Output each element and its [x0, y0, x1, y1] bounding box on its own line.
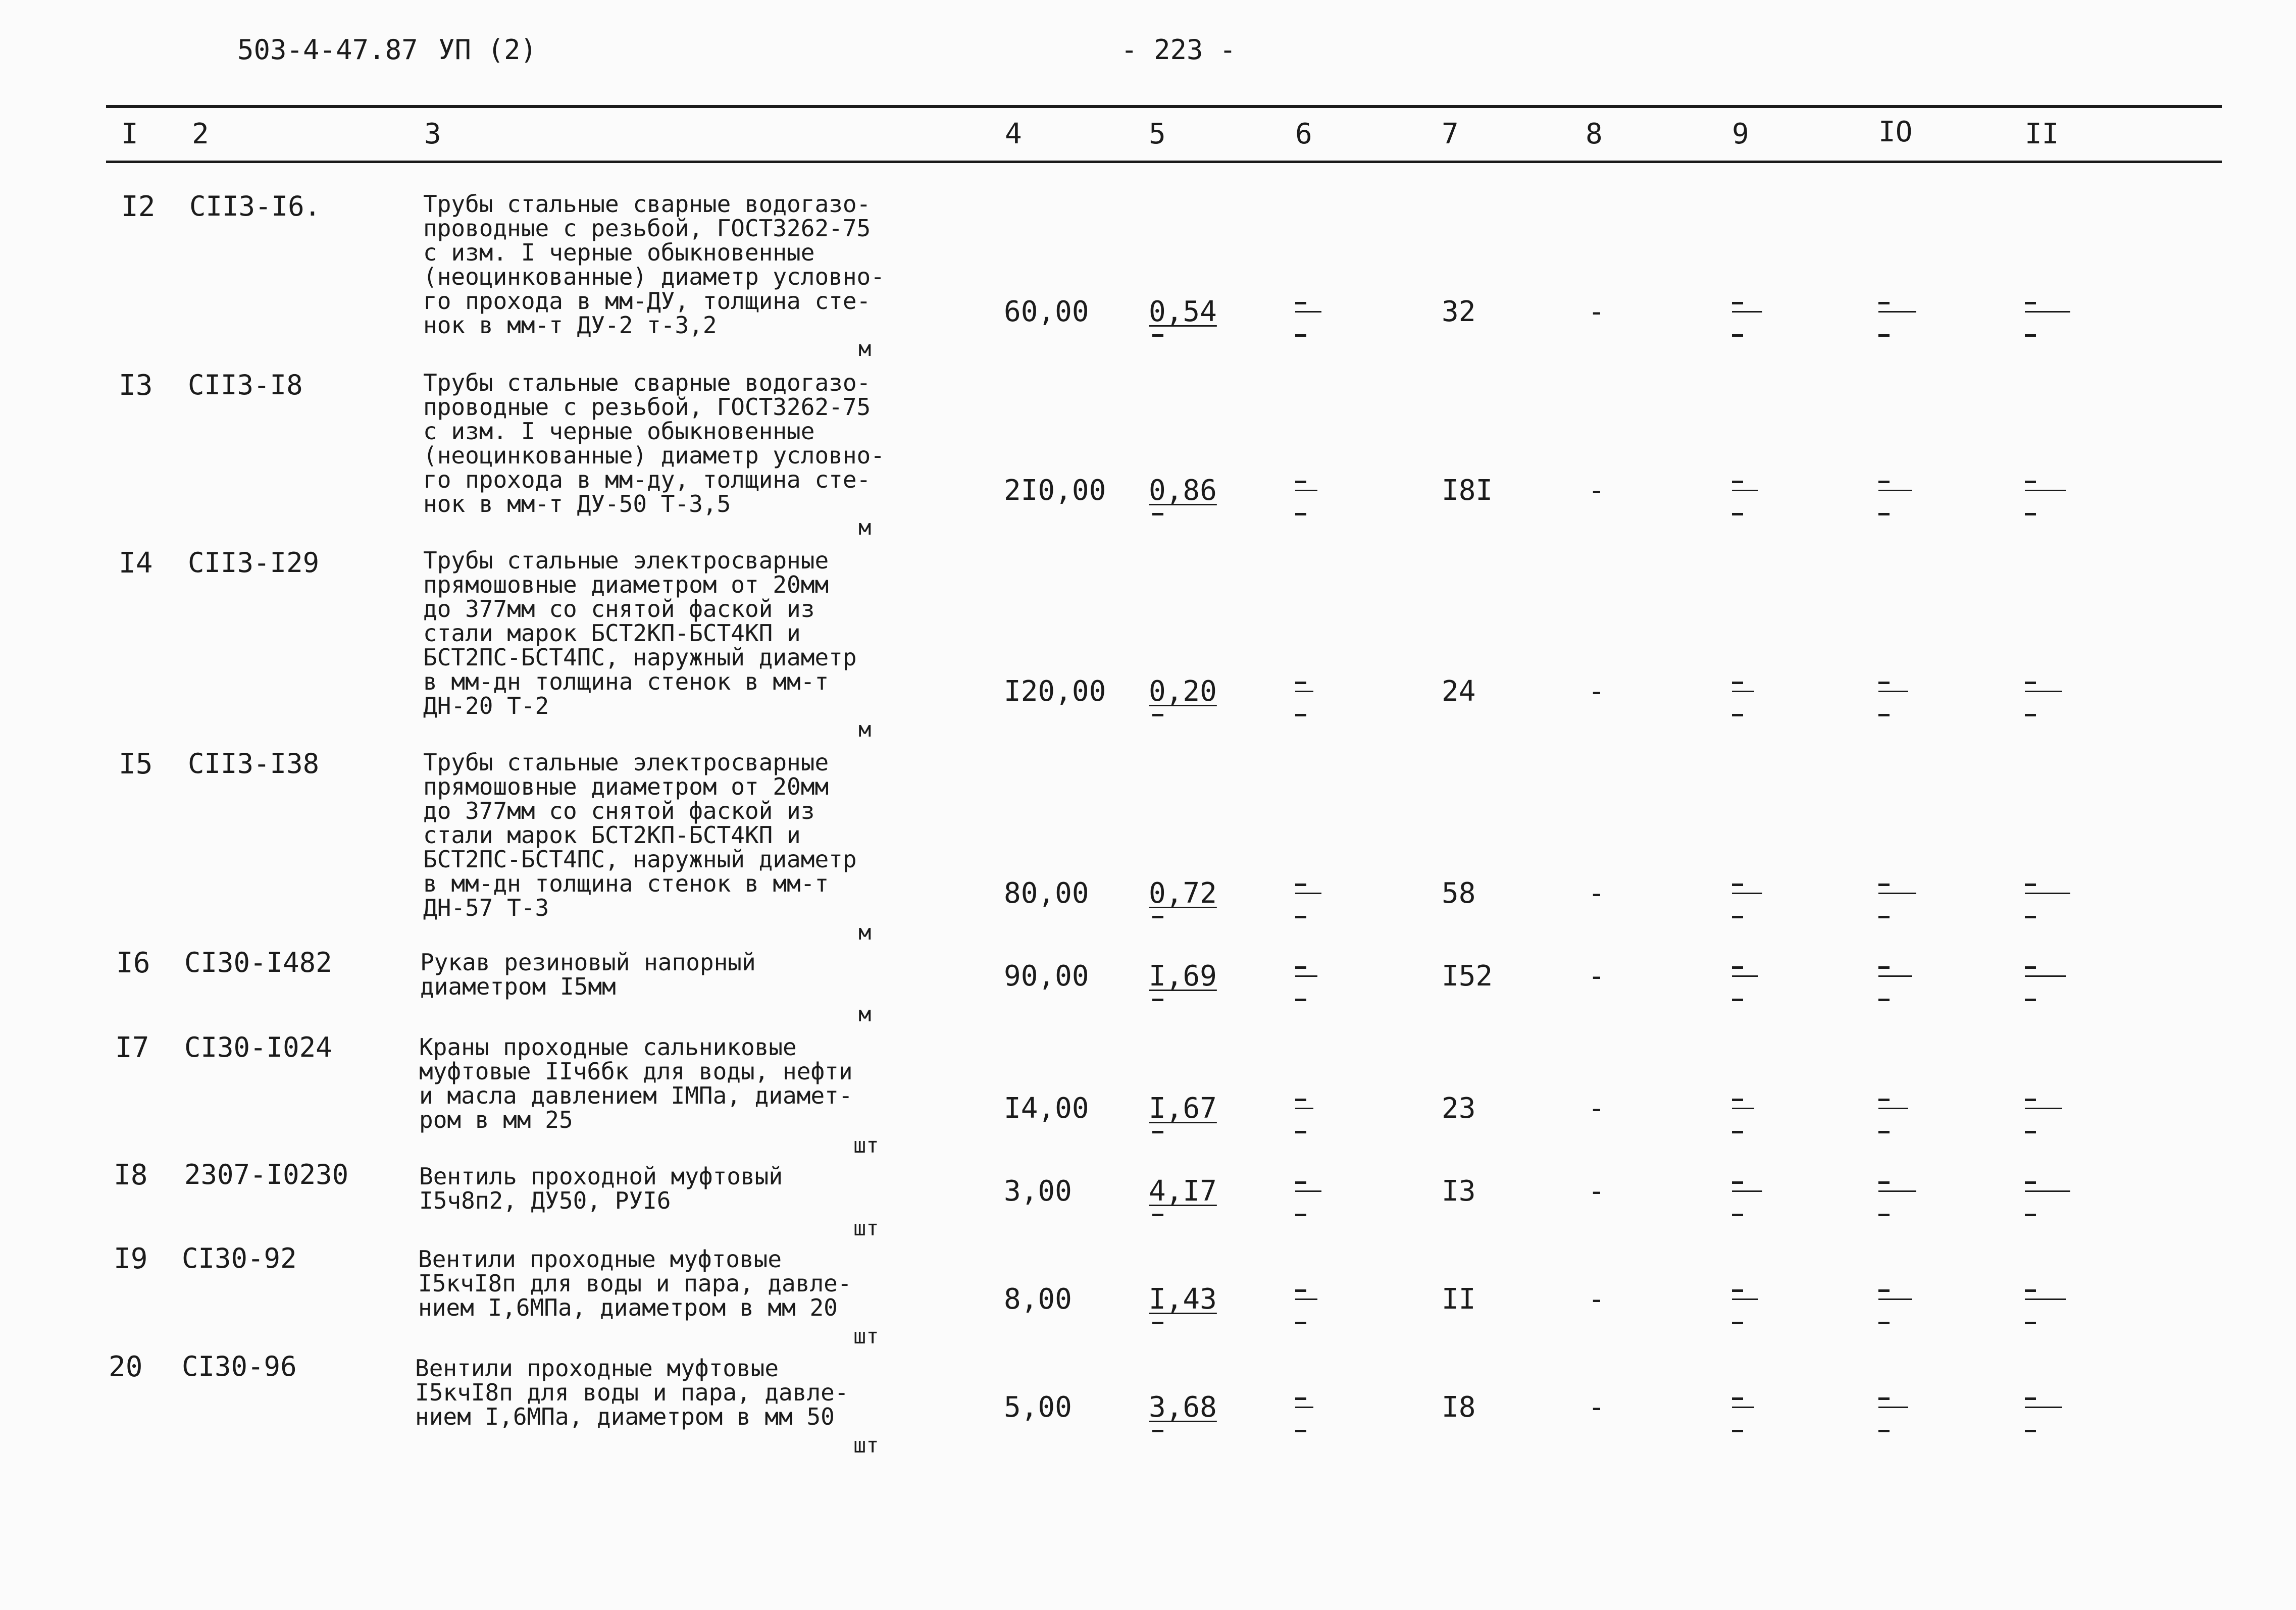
empty-value-stroke — [1295, 893, 1321, 894]
column-header-9: 9 — [1732, 118, 1749, 150]
empty-value-dash — [1878, 334, 1890, 337]
price-denominator-dash — [1152, 513, 1163, 515]
empty-value-dash — [1732, 513, 1743, 515]
empty-value-stroke — [2025, 691, 2062, 692]
resource-code: CI30-I482 — [184, 947, 332, 978]
empty-value-dash — [2025, 714, 2036, 716]
empty-value-dash — [1732, 966, 1743, 969]
empty-value-dash — [2025, 1322, 2036, 1324]
unit-price: 3,68 — [1149, 1391, 1217, 1424]
empty-value-dash — [1295, 1099, 1306, 1101]
empty-value-stroke — [1732, 691, 1754, 692]
empty-value-dash — [2025, 1131, 2036, 1133]
item-description: Трубы стальные электросварные прямошовные диаметром от 20мм до 377мм со снятой фаской из стали марок БСТ2КП-БСТ4КП и БСТ2ПС-БСТ4ПС, наружный диаметр в мм-дн толщина стенок в мм-т ДН-20 Т-2 — [423, 547, 857, 719]
column-8-value: - — [1588, 1175, 1605, 1208]
empty-value-dash — [2025, 481, 2036, 483]
empty-value-dash — [1732, 481, 1743, 483]
empty-value-dash — [2025, 966, 2036, 969]
empty-value-dash — [1878, 884, 1890, 886]
item-description: Трубы стальные сварные водогазо- проводные с резьбой, ГОСТ3262-75 с изм. I черные обыкновенные (неоцинкованные) диаметр условно- го прохода в мм-ДУ, толщина сте- нок в мм-т ДУ-2 т-3,2 — [423, 190, 885, 339]
resource-code: CII3-I6. — [189, 190, 321, 222]
quantity: 90,00 — [1004, 960, 1089, 993]
empty-value-stroke — [2025, 1108, 2062, 1109]
row-number: I4 — [119, 547, 153, 580]
item-description: Трубы стальные сварные водогазо- проводные с резьбой, ГОСТ3262-75 с изм. I черные обыкновенные (неоцинкованные) диаметр условно- го прохода в мм-ду, толщина сте- нок в мм-т ДУ-50 Т-3,5 — [423, 369, 885, 517]
column-header-4: 4 — [1005, 118, 1022, 150]
column-header-8: 8 — [1586, 118, 1603, 150]
empty-value-dash — [1732, 1099, 1743, 1101]
column-header-6: 6 — [1295, 118, 1312, 150]
resource-code: 2307-I0230 — [184, 1159, 349, 1190]
empty-value-stroke — [2025, 1190, 2070, 1192]
column-7-value: I3 — [1442, 1175, 1476, 1208]
empty-value-stroke — [1732, 311, 1762, 313]
empty-value-stroke — [1878, 1108, 1908, 1109]
empty-value-stroke — [1295, 1108, 1313, 1109]
empty-value-dash — [1878, 1322, 1890, 1324]
empty-value-dash — [1732, 1131, 1743, 1133]
resource-code: CII3-I29 — [188, 547, 320, 579]
column-7-value: I8 — [1442, 1391, 1476, 1424]
empty-value-dash — [1295, 1289, 1306, 1292]
item-description: Трубы стальные электросварные прямошовные диаметром от 20мм до 377мм со снятой фаской из стали марок БСТ2КП-БСТ4КП и БСТ2ПС-БСТ4ПС, наружный диаметр в мм-дн толщина стенок в мм-т ДН-57 Т-3 — [423, 749, 857, 921]
empty-value-dash — [1878, 1131, 1890, 1133]
unit-of-measure: шт — [853, 1133, 879, 1158]
empty-value-dash — [2025, 1214, 2036, 1216]
empty-value-dash — [1295, 999, 1306, 1001]
price-denominator-dash — [1152, 334, 1163, 337]
empty-value-dash — [1732, 302, 1743, 304]
empty-value-stroke — [1878, 1299, 1912, 1300]
empty-value-dash — [1878, 714, 1890, 716]
unit-price: 0,72 — [1149, 877, 1217, 910]
empty-value-dash — [1878, 916, 1890, 918]
empty-value-dash — [1295, 884, 1306, 886]
column-7-value: I52 — [1442, 960, 1493, 993]
unit-price: I,69 — [1149, 960, 1217, 993]
empty-value-stroke — [2025, 1407, 2062, 1408]
empty-value-stroke — [1732, 975, 1758, 977]
empty-value-stroke — [1732, 1299, 1758, 1300]
row-number: I2 — [121, 190, 156, 223]
album-code: УП (2) — [438, 34, 537, 66]
empty-value-dash — [2025, 302, 2036, 304]
column-header-5: 5 — [1149, 118, 1166, 150]
empty-value-dash — [2025, 999, 2036, 1001]
empty-value-stroke — [1295, 1190, 1321, 1192]
unit-price: 4,I7 — [1149, 1175, 1217, 1208]
empty-value-dash — [1878, 1430, 1890, 1432]
empty-value-dash — [2025, 1397, 2036, 1400]
resource-code: CI30-92 — [182, 1242, 297, 1274]
document-code: 503-4-47.87 — [237, 34, 418, 66]
column-header-2: 2 — [192, 118, 209, 150]
empty-value-stroke — [1878, 691, 1908, 692]
empty-value-dash — [1732, 999, 1743, 1001]
price-denominator-dash — [1152, 1131, 1163, 1133]
price-denominator-dash — [1152, 999, 1163, 1001]
column-7-value: 58 — [1442, 877, 1476, 910]
empty-value-dash — [1732, 884, 1743, 886]
empty-value-dash — [1878, 966, 1890, 969]
empty-value-stroke — [1732, 893, 1762, 894]
quantity: 5,00 — [1004, 1391, 1072, 1424]
table-top-rule — [106, 105, 2222, 108]
empty-value-dash — [1878, 1099, 1890, 1101]
column-header-11: II — [2025, 118, 2059, 150]
empty-value-stroke — [1732, 1190, 1762, 1192]
column-header-7: 7 — [1442, 118, 1459, 150]
empty-value-dash — [1295, 302, 1306, 304]
empty-value-stroke — [2025, 311, 2070, 313]
empty-value-stroke — [1878, 975, 1912, 977]
price-denominator-dash — [1152, 714, 1163, 716]
empty-value-stroke — [1295, 1299, 1317, 1300]
empty-value-dash — [1878, 1181, 1890, 1184]
resource-code: CII3-I38 — [188, 748, 320, 780]
column-8-value: - — [1588, 1391, 1605, 1424]
unit-of-measure: шт — [853, 1433, 879, 1458]
resource-code: CII3-I8 — [188, 369, 303, 401]
empty-value-dash — [1732, 1181, 1743, 1184]
empty-value-dash — [1295, 334, 1306, 337]
empty-value-dash — [1295, 1181, 1306, 1184]
empty-value-dash — [1878, 999, 1890, 1001]
page-number: - 223 - — [1121, 34, 1236, 66]
unit-of-measure: м — [858, 336, 872, 361]
empty-value-dash — [1295, 916, 1306, 918]
empty-value-stroke — [2025, 490, 2066, 491]
empty-value-stroke — [1295, 1407, 1313, 1408]
empty-value-dash — [1732, 714, 1743, 716]
column-7-value: I8I — [1442, 474, 1493, 507]
empty-value-stroke — [1732, 490, 1758, 491]
row-number: I9 — [114, 1242, 148, 1275]
empty-value-dash — [1878, 302, 1890, 304]
column-8-value: - — [1588, 675, 1605, 708]
item-description: Краны проходные сальниковые муфтовые IIч6бк для воды, нефти и масла давлением IМПа, диамет- ром в мм 25 — [419, 1033, 853, 1133]
column-8-value: - — [1588, 1283, 1605, 1316]
row-number: I8 — [114, 1159, 148, 1191]
unit-of-measure: шт — [853, 1324, 879, 1348]
empty-value-dash — [1295, 1430, 1306, 1432]
column-header-3: 3 — [424, 118, 441, 150]
column-7-value: 23 — [1442, 1092, 1476, 1125]
quantity: 80,00 — [1004, 877, 1089, 910]
row-number: I6 — [116, 947, 150, 979]
unit-price: I,67 — [1149, 1092, 1217, 1125]
empty-value-dash — [1878, 1214, 1890, 1216]
empty-value-dash — [1295, 481, 1306, 483]
unit-price: 0,54 — [1149, 295, 1217, 328]
empty-value-dash — [1295, 966, 1306, 969]
unit-of-measure: шт — [853, 1216, 879, 1240]
empty-value-stroke — [1732, 1407, 1754, 1408]
empty-value-dash — [1878, 513, 1890, 515]
price-denominator-dash — [1152, 1430, 1163, 1432]
empty-value-dash — [1732, 1289, 1743, 1292]
empty-value-dash — [1295, 513, 1306, 515]
quantity: 60,00 — [1004, 295, 1089, 328]
empty-value-dash — [1295, 714, 1306, 716]
empty-value-stroke — [1732, 1108, 1754, 1109]
empty-value-stroke — [1295, 311, 1321, 313]
empty-value-dash — [2025, 682, 2036, 684]
quantity: I4,00 — [1004, 1092, 1089, 1125]
row-number: 20 — [109, 1351, 143, 1383]
empty-value-stroke — [1878, 490, 1912, 491]
empty-value-dash — [2025, 1430, 2036, 1432]
column-header-1: I — [121, 118, 138, 150]
resource-code: CI30-96 — [182, 1351, 297, 1382]
unit-price: 0,86 — [1149, 474, 1217, 507]
empty-value-stroke — [1295, 975, 1317, 977]
empty-value-dash — [1878, 1289, 1890, 1292]
empty-value-stroke — [1295, 490, 1317, 491]
empty-value-dash — [2025, 334, 2036, 337]
item-description: Рукав резиновый напорный диаметром I5мм — [420, 949, 756, 1000]
quantity: 2I0,00 — [1004, 474, 1106, 507]
unit-price: 0,20 — [1149, 675, 1217, 708]
row-number: I7 — [115, 1031, 149, 1064]
row-number: I5 — [119, 748, 153, 781]
column-header-10: IO — [1878, 116, 1913, 148]
empty-value-dash — [1732, 1322, 1743, 1324]
quantity: 3,00 — [1004, 1175, 1072, 1208]
empty-value-dash — [2025, 884, 2036, 886]
empty-value-stroke — [2025, 893, 2070, 894]
price-denominator-dash — [1152, 1322, 1163, 1324]
empty-value-dash — [1295, 682, 1306, 684]
empty-value-dash — [1878, 682, 1890, 684]
empty-value-dash — [1732, 682, 1743, 684]
empty-value-dash — [1295, 1397, 1306, 1400]
empty-value-dash — [1878, 1397, 1890, 1400]
resource-code: CI30-I024 — [184, 1031, 332, 1063]
item-description: Вентиль проходной муфтовый I5ч8п2, ДУ50, РУI6 — [419, 1163, 783, 1214]
empty-value-dash — [1732, 1430, 1743, 1432]
column-7-value: II — [1442, 1283, 1476, 1316]
empty-value-dash — [2025, 1181, 2036, 1184]
empty-value-dash — [2025, 916, 2036, 918]
item-description: Вентили проходные муфтовые I5кчI8п для воды и пара, давле- нием I,6МПа, диаметром в мм 50 — [415, 1355, 849, 1430]
empty-value-stroke — [1878, 893, 1916, 894]
price-denominator-dash — [1152, 1214, 1163, 1216]
unit-of-measure: м — [858, 920, 872, 945]
column-7-value: 24 — [1442, 675, 1476, 708]
empty-value-stroke — [1878, 1407, 1908, 1408]
unit-of-measure: м — [858, 1002, 872, 1026]
empty-value-dash — [1732, 334, 1743, 337]
empty-value-stroke — [1295, 691, 1313, 692]
empty-value-dash — [1295, 1322, 1306, 1324]
empty-value-dash — [2025, 1289, 2036, 1292]
empty-value-stroke — [1878, 1190, 1916, 1192]
quantity: 8,00 — [1004, 1283, 1072, 1316]
empty-value-dash — [1878, 481, 1890, 483]
column-8-value: - — [1588, 1092, 1605, 1125]
column-8-value: - — [1588, 877, 1605, 910]
empty-value-dash — [1732, 1214, 1743, 1216]
unit-of-measure: м — [858, 717, 872, 742]
quantity: I20,00 — [1004, 675, 1106, 708]
empty-value-stroke — [2025, 1299, 2066, 1300]
empty-value-dash — [1732, 1397, 1743, 1400]
empty-value-dash — [2025, 1099, 2036, 1101]
column-8-value: - — [1588, 295, 1605, 328]
unit-of-measure: м — [858, 515, 872, 540]
empty-value-dash — [1295, 1131, 1306, 1133]
empty-value-dash — [2025, 513, 2036, 515]
row-number: I3 — [119, 369, 153, 402]
table-header-rule — [106, 161, 2222, 163]
empty-value-stroke — [2025, 975, 2066, 977]
unit-price: I,43 — [1149, 1283, 1217, 1316]
column-7-value: 32 — [1442, 295, 1476, 328]
column-8-value: - — [1588, 960, 1605, 993]
empty-value-stroke — [1878, 311, 1916, 313]
empty-value-dash — [1732, 916, 1743, 918]
empty-value-dash — [1295, 1214, 1306, 1216]
item-description: Вентили проходные муфтовые I5кчI8п для воды и пара, давле- нием I,6МПа, диаметром в мм 20 — [418, 1245, 852, 1321]
column-8-value: - — [1588, 474, 1605, 507]
price-denominator-dash — [1152, 916, 1163, 918]
